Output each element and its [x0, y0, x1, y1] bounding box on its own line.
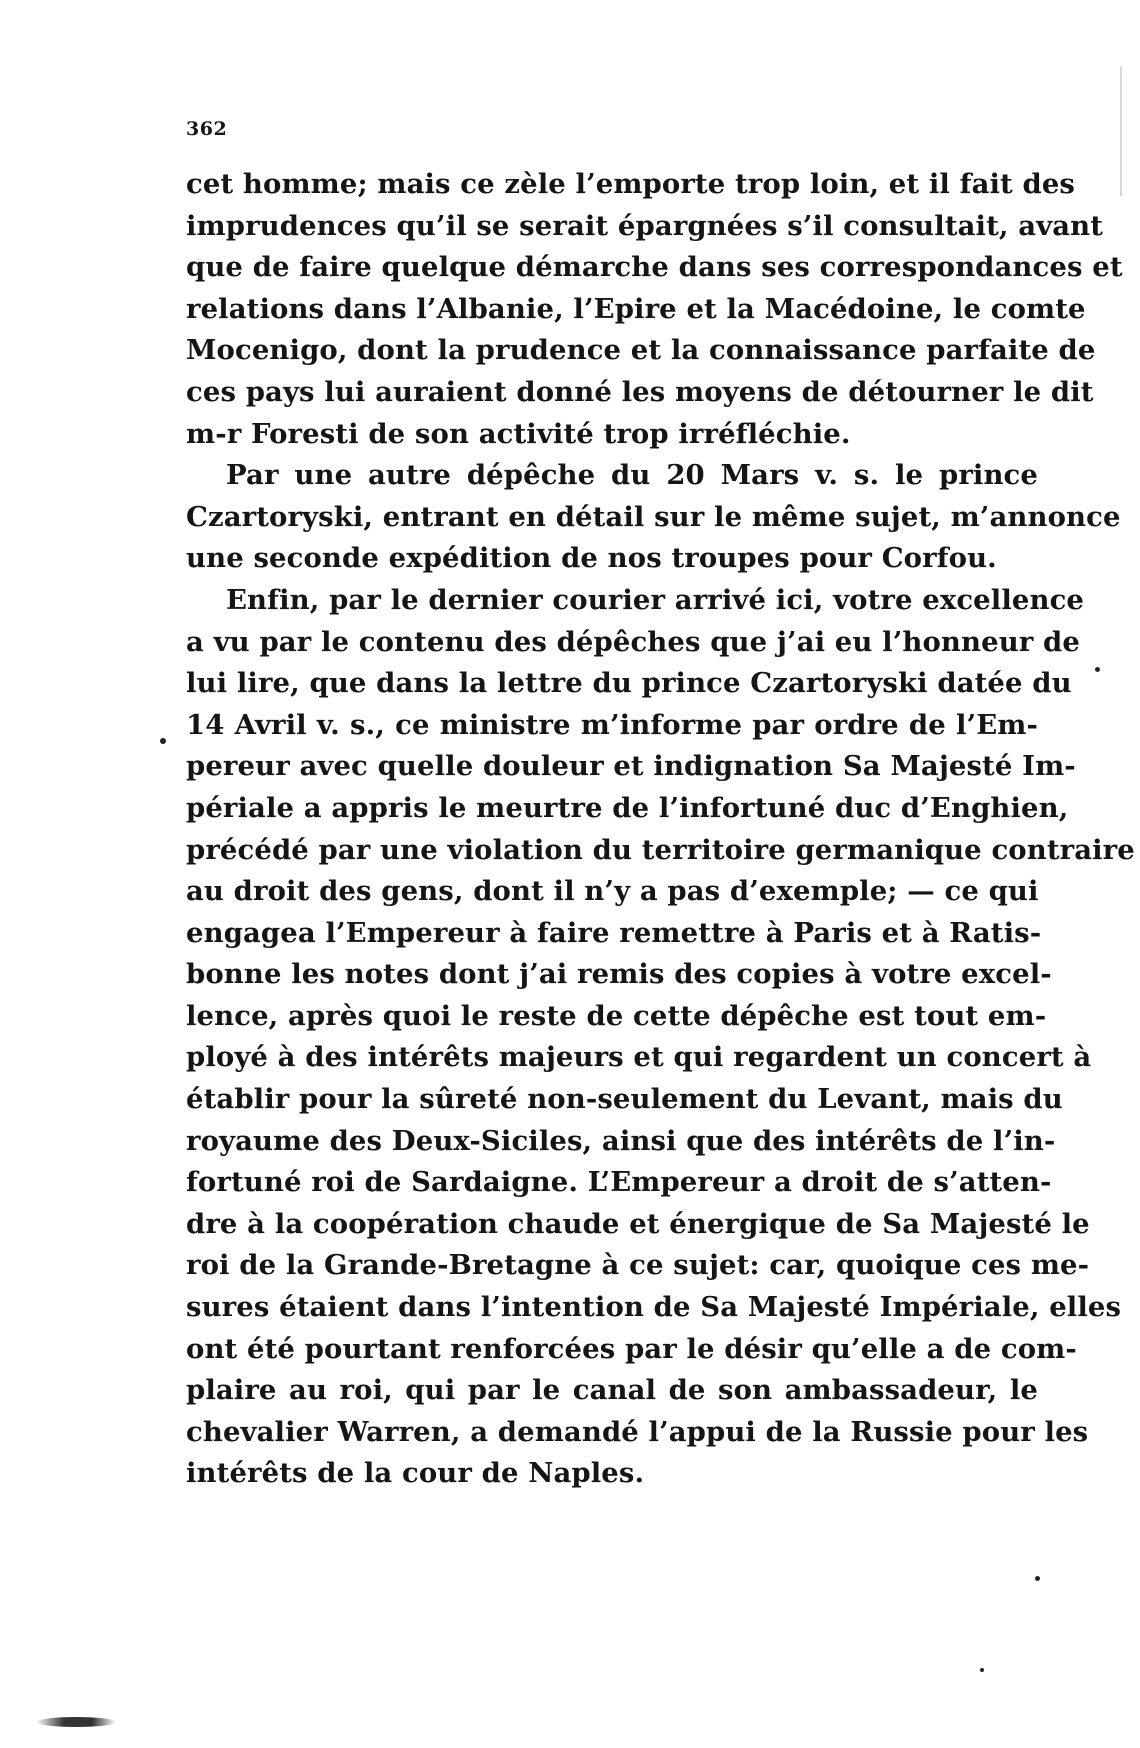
text-line: fortuné roi de Sardaigne. L’Empereur a droit de s’atten- [186, 1166, 1052, 1199]
text-line: Mocenigo, dont la prudence et la connaissance parfaite de [186, 334, 1096, 367]
text-line: lui lire, que dans la lettre du prince Czartoryski datée du [186, 667, 1072, 700]
page-edge-line [1120, 66, 1122, 196]
scan-speck [980, 1668, 984, 1672]
text-line: dre à la coopération chaude et énergique de Sa Majesté le [186, 1207, 1090, 1240]
paragraph-start-line: Enfin, par le dernier courier arrivé ici, votre excellence [226, 583, 1085, 616]
text-line: une seconde expédition de nos troupes pour Corfou. [186, 542, 997, 575]
page-number: 362 [186, 118, 228, 140]
text-line: bonne les notes dont j’ai remis des copies à votre excel- [186, 958, 1052, 991]
text-line: royaume des Deux-Siciles, ainsi que des intérêts de l’in- [186, 1124, 1056, 1157]
text-line: a vu par le contenu des dépêches que j’ai eu l’honneur de [186, 625, 1080, 658]
text-line: précédé par une violation du territoire germanique contraire [186, 833, 1135, 866]
text-line: 14 Avril v. s., ce ministre m’informe par ordre de l’Em- [186, 708, 1038, 741]
text-line: engagea l’Empereur à faire remettre à Paris et à Ratis- [186, 916, 1042, 949]
text-line: pereur avec quelle douleur et indignation Sa Majesté Im- [186, 750, 1076, 783]
scan-speck [1035, 1576, 1040, 1581]
text-line: relations dans l’Albanie, l’Epire et la Macédoine, le comte [186, 292, 1086, 325]
text-line: que de faire quelque démarche dans ses correspondances et [186, 251, 1123, 284]
text-line: intérêts de la cour de Naples. [186, 1457, 645, 1490]
text-line: sures étaient dans l’intention de Sa Majesté Impériale, elles [186, 1291, 1122, 1324]
text-line: périale a appris le meurtre de l’infortuné duc d’Enghien, [186, 791, 1069, 824]
text-line: ces pays lui auraient donné les moyens de détourner le dit [186, 375, 1094, 408]
body-text [186, 164, 1135, 1495]
text-line: imprudences qu’il se serait épargnées s’il consultait, avant [186, 209, 1104, 242]
text-line: lence, après quoi le reste de cette dépêche est tout em- [186, 999, 1047, 1032]
text-line: au droit des gens, dont il n’y a pas d’exemple; — ce qui [186, 875, 1039, 908]
text-line: ployé à des intérêts majeurs et qui regardent un concert à [186, 1041, 1092, 1074]
text-line: plaire au roi, qui par le canal de son ambassadeur, le [186, 1374, 1038, 1407]
scan-speck [1095, 667, 1100, 672]
paragraph-start-line: Par une autre dépêche du 20 Mars v. s. le prince [226, 459, 1038, 492]
text-line: chevalier Warren, a demandé l’appui de la Russie pour les [186, 1415, 1089, 1448]
scan-smudge [36, 1717, 116, 1727]
text-line: m-r Foresti de son activité trop irréfléchie. [186, 417, 851, 450]
text-line: cet homme; mais ce zèle l’emporte trop loin, et il fait des [186, 168, 1076, 200]
text-line: roi de la Grande-Bretagne à ce sujet: car, quoique ces me- [186, 1249, 1090, 1282]
scan-speck [160, 738, 166, 744]
text-line: ont été pourtant renforcées par le désir qu’elle a de com- [186, 1332, 1077, 1365]
text-line: établir pour la sûreté non-seulement du Levant, mais du [186, 1083, 1063, 1116]
text-line: Czartoryski, entrant en détail sur le même sujet, m’annonce [186, 500, 1121, 533]
